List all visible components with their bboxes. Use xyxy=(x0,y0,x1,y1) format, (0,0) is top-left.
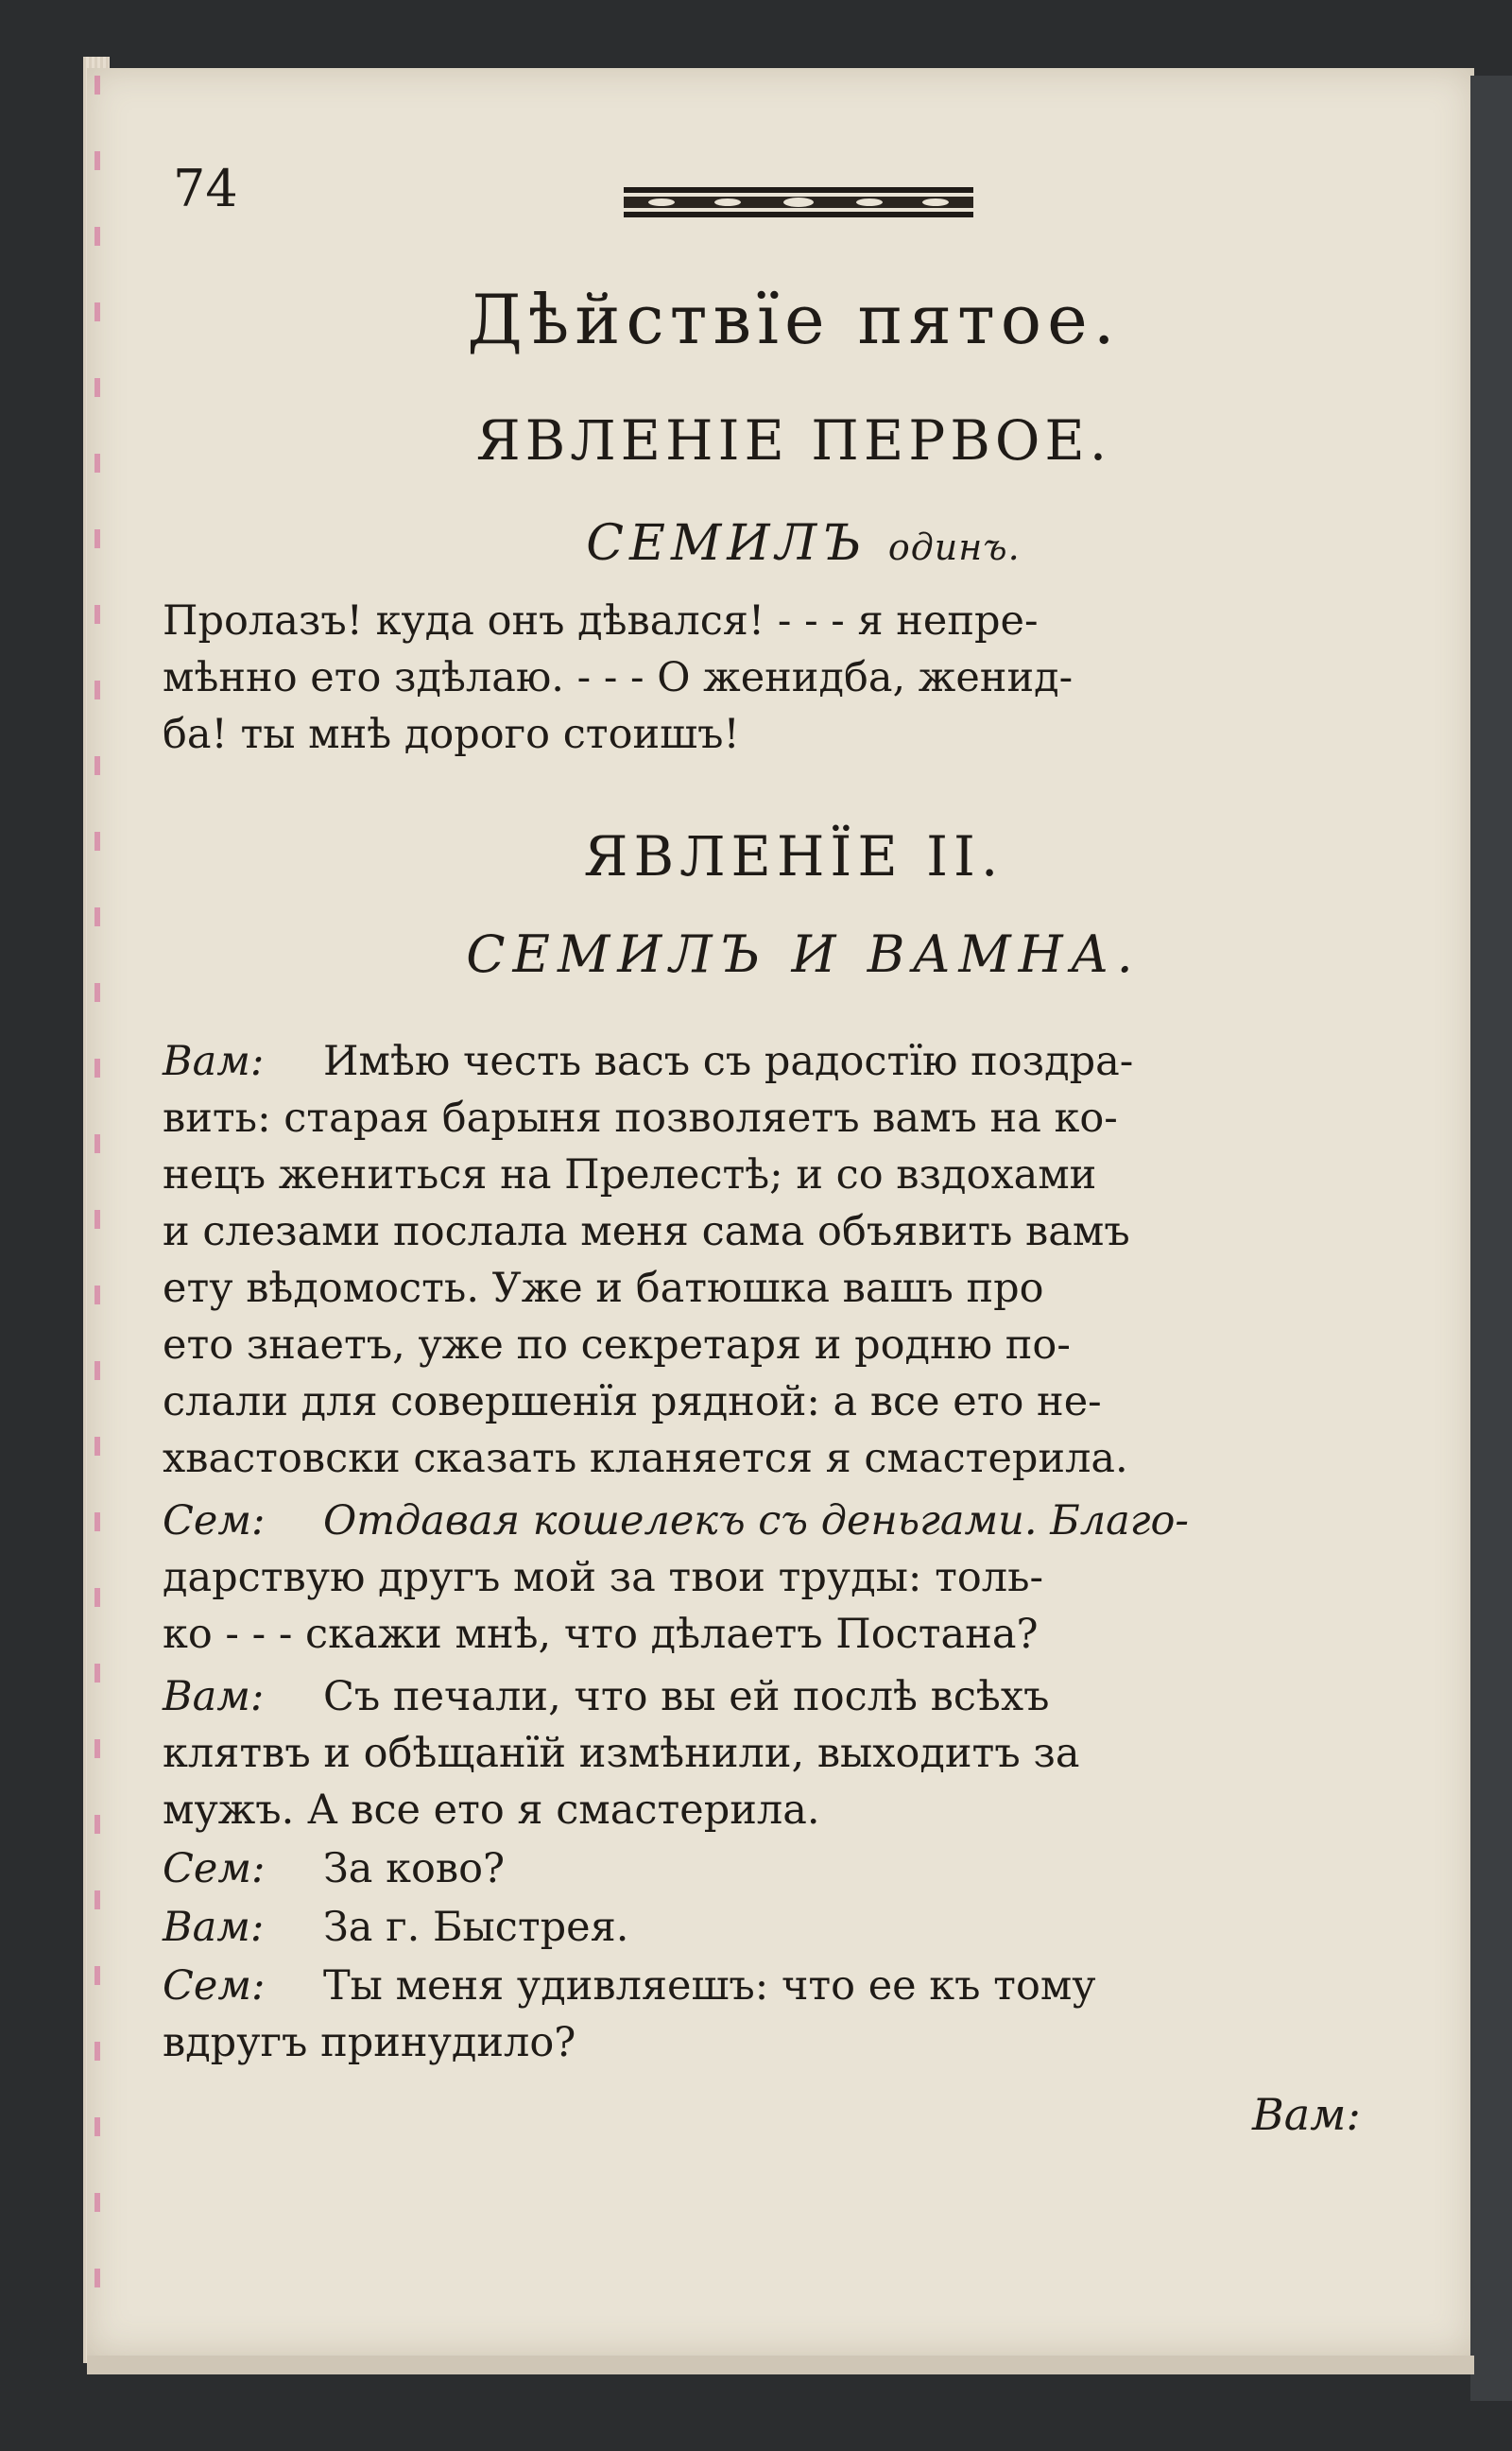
dialogue-line: ето знаетъ, уже по секретаря и родню по- xyxy=(163,1321,1071,1369)
character-note: одинъ. xyxy=(887,526,1021,568)
dialogue-line: ко - - - скажи мнѣ, что дѣлаетъ Постана? xyxy=(163,1611,1039,1658)
dialogue-line: дарствую другъ мой за твои труды: толь- xyxy=(163,1554,1044,1601)
scene-characters xyxy=(0,515,1512,572)
speaker: Сем: xyxy=(163,1497,266,1545)
scene-title: ЯВЛЕНЇЕ II. xyxy=(583,824,1005,889)
dialogue-line: клятвъ и обѣщанїй измѣнили, выходитъ за xyxy=(163,1730,1080,1777)
line-text: За ково? xyxy=(323,1845,506,1892)
dialogue-line xyxy=(163,1673,1049,1720)
scene-title: ЯВЛЕНІЕ ПЕРВОЕ. xyxy=(475,408,1112,473)
dialogue-line xyxy=(163,1038,1133,1085)
dialogue-line: слали для совершенїя рядной: а все ето не- xyxy=(163,1378,1102,1425)
dialogue-line xyxy=(163,1845,505,1892)
dialogue-line: мужъ. А все ето я смастерила. xyxy=(163,1786,820,1834)
act-title: Дѣйствїе пятое. xyxy=(467,280,1121,359)
line-text: Имѣю честь васъ съ радостїю поздра- xyxy=(323,1038,1134,1085)
ornament-icon xyxy=(624,181,973,223)
speaker: Вам: xyxy=(163,1904,265,1951)
dialogue-line xyxy=(163,1962,1096,2010)
line-text: Отдавая кошелекъ съ деньгами. Благо- xyxy=(323,1497,1189,1545)
page-bottom-edge xyxy=(87,2356,1474,2374)
line-text: Ты меня удивляешъ: что ее къ тому xyxy=(323,1962,1096,2010)
monologue-line: Пролазъ! куда онъ дѣвался! - - - я непре- xyxy=(163,597,1039,645)
catchword: Вам: xyxy=(1252,2089,1361,2140)
speaker: Вам: xyxy=(163,1673,265,1720)
dialogue-line xyxy=(163,1497,1189,1545)
line-text: Съ печали, что вы ей послѣ всѣхъ xyxy=(323,1673,1050,1720)
dialogue-line: нецъ жениться на Прелестѣ; и со вздохами xyxy=(163,1151,1097,1199)
character-name: СЕМИЛЪ xyxy=(586,515,868,572)
line-text: За г. Быстрея. xyxy=(323,1904,629,1951)
dialogue-line: вить: старая барыня позволяетъ вамъ на ко- xyxy=(163,1095,1118,1142)
dialogue-line: ету вѣдомость. Уже и батюшка вашъ про xyxy=(163,1265,1044,1312)
speaker: Вам: xyxy=(163,1038,265,1085)
speaker: Сем: xyxy=(163,1845,266,1892)
dialogue-line: вдругъ принудило? xyxy=(163,2019,576,2066)
monologue-line: мѣнно ето здѣлаю. - - - О женидба, женид- xyxy=(163,654,1074,701)
dialogue-line xyxy=(163,1904,628,1951)
dialogue-line: и слезами послала меня сама объявить вамъ xyxy=(163,1208,1130,1255)
speaker: Сем: xyxy=(163,1962,266,2010)
page-number: 74 xyxy=(173,159,238,218)
scene-characters: СЕМИЛЪ И ВАМНА. xyxy=(466,924,1141,984)
dialogue-line: хвастовски сказать кланяется я смастерила. xyxy=(163,1435,1128,1482)
monologue-line: ба! ты мнѣ дорого стоишъ! xyxy=(163,711,740,758)
